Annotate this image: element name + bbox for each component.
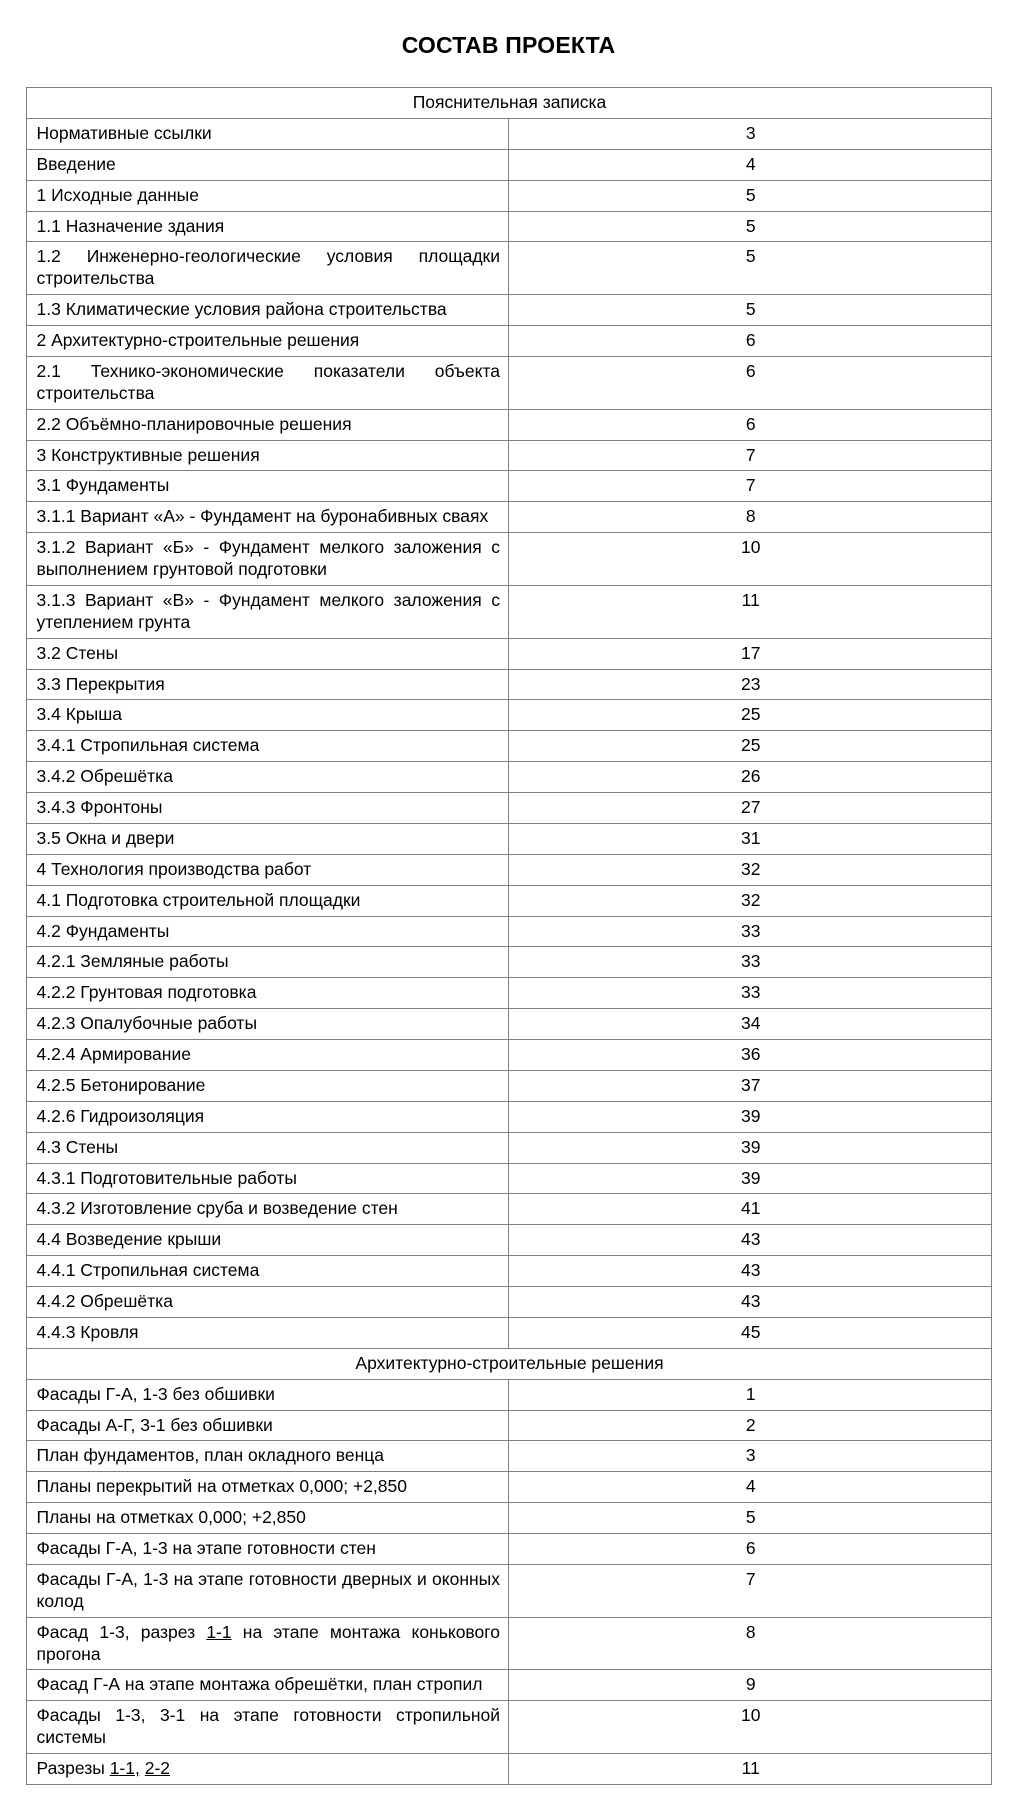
toc-entry-row[interactable]: [26, 638, 991, 669]
toc-entry-page-number: 33: [509, 947, 992, 978]
toc-entry-page-number: 43: [509, 1225, 992, 1256]
toc-entry-page-number: 8: [509, 1617, 992, 1670]
table-of-contents: [26, 87, 992, 1785]
toc-entry-title[interactable]: Введение: [26, 149, 509, 180]
toc-entry-row[interactable]: [26, 1101, 991, 1132]
toc-entry-title[interactable]: 4.4 Возведение крыши: [26, 1225, 509, 1256]
toc-entry-page-number: 41: [509, 1194, 992, 1225]
toc-entry-row[interactable]: [26, 793, 991, 824]
toc-entry-title[interactable]: 4.2.4 Армирование: [26, 1040, 509, 1071]
toc-entry-title[interactable]: 3.4.3 Фронтоны: [26, 793, 509, 824]
toc-entry-row[interactable]: [26, 1410, 991, 1441]
toc-entry-row[interactable]: [26, 409, 991, 440]
toc-entry-page-number: 10: [509, 533, 992, 586]
toc-entry-row[interactable]: [26, 1534, 991, 1565]
toc-entry-title[interactable]: 2.2 Объёмно-планировочные решения: [26, 409, 509, 440]
toc-entry-title[interactable]: 3 Конструктивные решения: [26, 440, 509, 471]
toc-entry-title[interactable]: 4.4.2 Обрешётка: [26, 1287, 509, 1318]
toc-entry-page-number: 33: [509, 916, 992, 947]
toc-entry-row[interactable]: [26, 356, 991, 409]
toc-entry-page-number: 7: [509, 471, 992, 502]
toc-entry-row[interactable]: [26, 1070, 991, 1101]
toc-entry-page-number: 27: [509, 793, 992, 824]
toc-entry-title[interactable]: Нормативные ссылки: [26, 118, 509, 149]
toc-entry-row[interactable]: [26, 669, 991, 700]
toc-entry-title[interactable]: 4.3.1 Подготовительные работы: [26, 1163, 509, 1194]
toc-entry-title[interactable]: 3.1.2 Вариант «Б» - Фундамент мелкого заложения с выполнением грунтовой подготовки: [26, 533, 509, 586]
toc-entry-row[interactable]: [26, 295, 991, 326]
toc-entry-title[interactable]: 4.2.2 Грунтовая подготовка: [26, 978, 509, 1009]
toc-entry-title[interactable]: 4.2.5 Бетонирование: [26, 1070, 509, 1101]
toc-entry-title[interactable]: 3.3 Перекрытия: [26, 669, 509, 700]
toc-entry-title[interactable]: Фасады 1-3, 3-1 на этапе готовности стропильной системы: [26, 1701, 509, 1754]
toc-entry-row[interactable]: [26, 700, 991, 731]
toc-entry-title[interactable]: 3.1.1 Вариант «А» - Фундамент на буронабивных сваях: [26, 502, 509, 533]
toc-entry-row[interactable]: [26, 1564, 991, 1617]
toc-entry-row[interactable]: [26, 1503, 991, 1534]
toc-entry-page-number: 10: [509, 1701, 992, 1754]
toc-entry-title[interactable]: 1.1 Назначение здания: [26, 211, 509, 242]
toc-entry-row[interactable]: [26, 533, 991, 586]
toc-entry-row[interactable]: [26, 1132, 991, 1163]
toc-entry-page-number: 5: [509, 180, 992, 211]
toc-section-header: Архитектурно-строительные решения: [26, 1348, 991, 1379]
toc-entry-row[interactable]: [26, 1040, 991, 1071]
toc-entry-title[interactable]: 4.3.2 Изготовление сруба и возведение стен: [26, 1194, 509, 1225]
toc-entry-row[interactable]: [26, 1225, 991, 1256]
toc-body: [26, 88, 991, 1785]
toc-entry-row[interactable]: [26, 1441, 991, 1472]
toc-entry-page-number: 6: [509, 326, 992, 357]
toc-entry-title[interactable]: Фасады А-Г, 3-1 без обшивки: [26, 1410, 509, 1441]
toc-entry-row[interactable]: [26, 211, 991, 242]
toc-entry-page-number: 4: [509, 1472, 992, 1503]
toc-entry-title[interactable]: 4.2.1 Земляные работы: [26, 947, 509, 978]
toc-entry-page-number: 39: [509, 1101, 992, 1132]
toc-entry-page-number: 23: [509, 669, 992, 700]
toc-entry-title[interactable]: 3.1.3 Вариант «В» - Фундамент мелкого заложения с утеплением грунта: [26, 585, 509, 638]
toc-entry-title[interactable]: 4.3 Стены: [26, 1132, 509, 1163]
toc-entry-row[interactable]: [26, 1617, 991, 1670]
toc-entry-page-number: 45: [509, 1317, 992, 1348]
toc-entry-title[interactable]: 4 Технология производства работ: [26, 854, 509, 885]
toc-entry-title[interactable]: 3.2 Стены: [26, 638, 509, 669]
toc-entry-page-number: 5: [509, 242, 992, 295]
toc-entry-title[interactable]: Фасад Г-А на этапе монтажа обрешётки, план стропил: [26, 1670, 509, 1701]
toc-entry-title[interactable]: Фасад 1-3, разрез 1-1 на этапе монтажа конькового прогона: [26, 1617, 509, 1670]
toc-entry-page-number: 25: [509, 731, 992, 762]
toc-entry-row[interactable]: [26, 1317, 991, 1348]
toc-entry-title[interactable]: 2.1 Технико-экономические показатели объекта строительства: [26, 356, 509, 409]
toc-entry-row[interactable]: [26, 502, 991, 533]
toc-entry-page-number: 7: [509, 1564, 992, 1617]
toc-entry-page-number: 43: [509, 1256, 992, 1287]
toc-entry-row[interactable]: [26, 854, 991, 885]
toc-entry-title[interactable]: План фундаментов, план окладного венца: [26, 1441, 509, 1472]
toc-entry-title[interactable]: Разрезы 1-1, 2-2: [26, 1754, 509, 1785]
toc-entry-row[interactable]: [26, 471, 991, 502]
toc-entry-page-number: 36: [509, 1040, 992, 1071]
toc-entry-title[interactable]: 4.2.3 Опалубочные работы: [26, 1009, 509, 1040]
toc-entry-title[interactable]: 4.2 Фундаменты: [26, 916, 509, 947]
toc-entry-row[interactable]: [26, 1670, 991, 1701]
toc-entry-row[interactable]: [26, 1256, 991, 1287]
toc-entry-row[interactable]: [26, 978, 991, 1009]
toc-entry-page-number: 4: [509, 149, 992, 180]
toc-entry-page-number: 25: [509, 700, 992, 731]
toc-entry-row[interactable]: [26, 762, 991, 793]
toc-entry-title[interactable]: Планы на отметках 0,000; +2,850: [26, 1503, 509, 1534]
toc-entry-row[interactable]: [26, 149, 991, 180]
toc-entry-title[interactable]: 1 Исходные данные: [26, 180, 509, 211]
toc-entry-title[interactable]: 2 Архитектурно-строительные решения: [26, 326, 509, 357]
toc-entry-title[interactable]: 3.4 Крыша: [26, 700, 509, 731]
toc-entry-row[interactable]: [26, 1754, 991, 1785]
toc-section-header: Пояснительная записка: [26, 88, 991, 119]
toc-entry-page-number: 5: [509, 295, 992, 326]
toc-entry-title[interactable]: Фасады Г-А, 1-3 без обшивки: [26, 1379, 509, 1410]
toc-entry-page-number: 32: [509, 854, 992, 885]
toc-entry-page-number: 43: [509, 1287, 992, 1318]
toc-entry-page-number: 9: [509, 1670, 992, 1701]
toc-entry-page-number: 3: [509, 1441, 992, 1472]
toc-entry-row[interactable]: [26, 1701, 991, 1754]
toc-section-header-row: [26, 88, 991, 119]
toc-entry-row[interactable]: [26, 1472, 991, 1503]
page-title: СОСТАВ ПРОЕКТА: [401, 32, 616, 58]
toc-entry-row[interactable]: [26, 916, 991, 947]
toc-entry-title[interactable]: 1.3 Климатические условия района строительства: [26, 295, 509, 326]
toc-entry-page-number: 11: [509, 585, 992, 638]
toc-entry-page-number: 5: [509, 211, 992, 242]
toc-entry-title[interactable]: 3.1 Фундаменты: [26, 471, 509, 502]
toc-entry-row[interactable]: [26, 947, 991, 978]
toc-entry-page-number: 6: [509, 356, 992, 409]
toc-entry-row[interactable]: [26, 1194, 991, 1225]
toc-entry-title[interactable]: 4.1 Подготовка строительной площадки: [26, 885, 509, 916]
toc-entry-title[interactable]: 4.2.6 Гидроизоляция: [26, 1101, 509, 1132]
toc-section-header-row: [26, 1348, 991, 1379]
toc-entry-page-number: 39: [509, 1163, 992, 1194]
toc-entry-row[interactable]: [26, 1163, 991, 1194]
toc-entry-row[interactable]: [26, 1379, 991, 1410]
toc-entry-row[interactable]: [26, 1009, 991, 1040]
toc-entry-page-number: 6: [509, 1534, 992, 1565]
toc-entry-page-number: 8: [509, 502, 992, 533]
toc-entry-page-number: 31: [509, 823, 992, 854]
toc-entry-page-number: 11: [509, 1754, 992, 1785]
toc-entry-row[interactable]: [26, 118, 991, 149]
toc-entry-page-number: 33: [509, 978, 992, 1009]
toc-entry-row[interactable]: [26, 180, 991, 211]
toc-entry-row[interactable]: [26, 731, 991, 762]
toc-entry-page-number: 32: [509, 885, 992, 916]
toc-entry-row[interactable]: [26, 885, 991, 916]
toc-entry-title[interactable]: Фасады Г-А, 1-3 на этапе готовности стен: [26, 1534, 509, 1565]
toc-entry-page-number: 3: [509, 118, 992, 149]
toc-entry-page-number: 39: [509, 1132, 992, 1163]
toc-entry-row[interactable]: [26, 242, 991, 295]
toc-entry-page-number: 5: [509, 1503, 992, 1534]
toc-entry-title[interactable]: 4.4.3 Кровля: [26, 1317, 509, 1348]
toc-entry-title[interactable]: 3.4.2 Обрешётка: [26, 762, 509, 793]
toc-entry-title[interactable]: Фасады Г-А, 1-3 на этапе готовности дверных и оконных колод: [26, 1564, 509, 1617]
toc-entry-page-number: 26: [509, 762, 992, 793]
toc-entry-page-number: 34: [509, 1009, 992, 1040]
toc-entry-page-number: 6: [509, 409, 992, 440]
toc-entry-title[interactable]: 3.5 Окна и двери: [26, 823, 509, 854]
toc-entry-row[interactable]: [26, 823, 991, 854]
toc-entry-page-number: 17: [509, 638, 992, 669]
toc-entry-page-number: 37: [509, 1070, 992, 1101]
toc-entry-row[interactable]: [26, 585, 991, 638]
toc-entry-title[interactable]: 3.4.1 Стропильная система: [26, 731, 509, 762]
toc-entry-page-number: 1: [509, 1379, 992, 1410]
toc-entry-page-number: 2: [509, 1410, 992, 1441]
toc-entry-title[interactable]: 1.2 Инженерно-геологические условия площадки строительства: [26, 242, 509, 295]
toc-entry-row[interactable]: [26, 440, 991, 471]
toc-entry-title[interactable]: Планы перекрытий на отметках 0,000; +2,850: [26, 1472, 509, 1503]
toc-entry-page-number: 7: [509, 440, 992, 471]
toc-entry-row[interactable]: [26, 326, 991, 357]
toc-entry-row[interactable]: [26, 1287, 991, 1318]
toc-entry-title[interactable]: 4.4.1 Стропильная система: [26, 1256, 509, 1287]
